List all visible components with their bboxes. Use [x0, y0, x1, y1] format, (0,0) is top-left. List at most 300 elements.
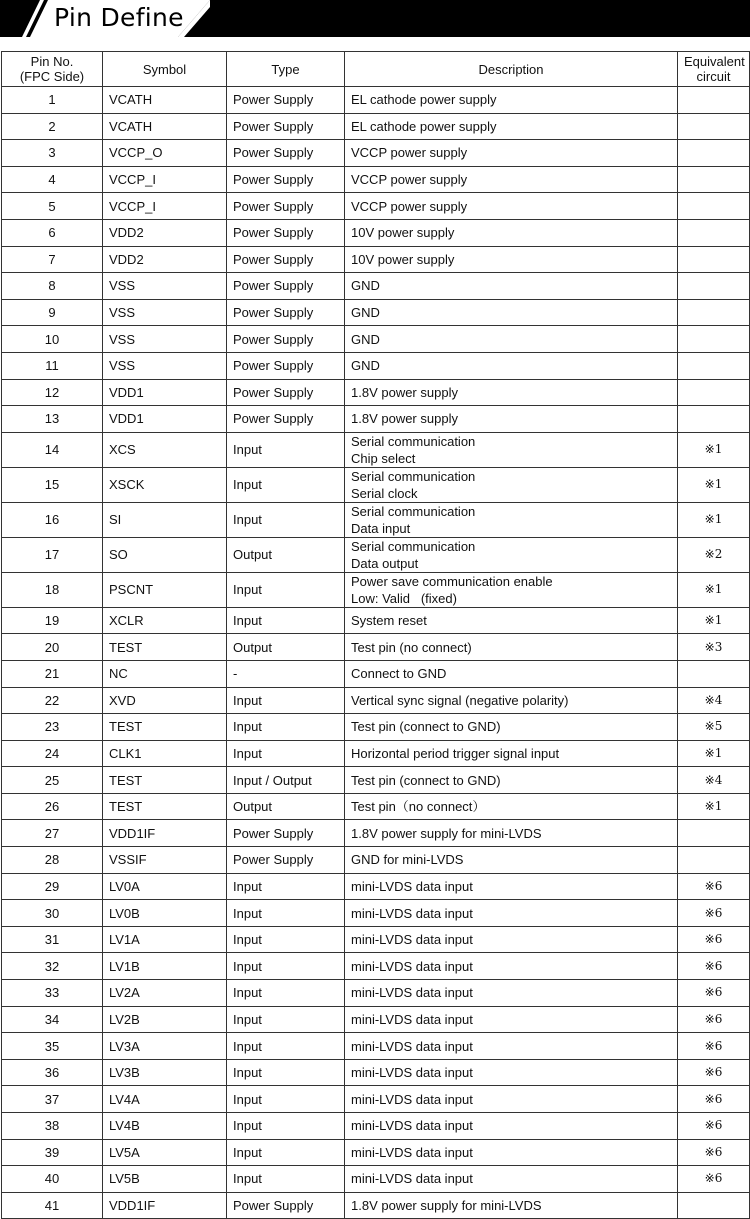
- col-header-symbol: Symbol: [103, 52, 227, 87]
- symbol-cell: LV5B: [103, 1166, 227, 1193]
- equivalent-circuit-cell: [678, 246, 750, 273]
- type-cell: Power Supply: [227, 379, 345, 406]
- pin-number-cell: 26: [2, 793, 103, 820]
- equivalent-circuit-cell: [678, 326, 750, 353]
- description-cell: [345, 87, 678, 114]
- pin-number-cell: 4: [2, 166, 103, 193]
- description-cell: [345, 687, 678, 714]
- type-cell: Input: [227, 926, 345, 953]
- type-cell: Input: [227, 980, 345, 1007]
- type-cell: Power Supply: [227, 273, 345, 300]
- table-row: [2, 793, 750, 820]
- description-line: mini-LVDS data input: [351, 878, 473, 894]
- description-cell: [345, 432, 678, 467]
- description-cell: [345, 1033, 678, 1060]
- pin-number-cell: 15: [2, 467, 103, 502]
- table-row: [2, 900, 750, 927]
- description-line: System reset: [351, 613, 427, 629]
- equivalent-circuit-cell: ※2: [678, 537, 750, 572]
- description-line: GND: [351, 331, 380, 347]
- table-row: [2, 634, 750, 661]
- pin-number-cell: 7: [2, 246, 103, 273]
- equivalent-circuit-cell: [678, 299, 750, 326]
- header-tab: [0, 0, 210, 37]
- description-line: Serial communication: [351, 468, 476, 484]
- table-row: [2, 140, 750, 167]
- description-cell: [345, 379, 678, 406]
- table-row: [2, 352, 750, 379]
- table-row: [2, 1166, 750, 1193]
- symbol-cell: VCCP_I: [103, 193, 227, 220]
- pin-number-cell: 33: [2, 980, 103, 1007]
- equivalent-circuit-cell: ※6: [678, 1139, 750, 1166]
- description-line: Serial communication: [351, 433, 476, 449]
- type-cell: Power Supply: [227, 193, 345, 220]
- symbol-cell: LV2B: [103, 1006, 227, 1033]
- col-header-type: Type: [227, 52, 345, 87]
- description-cell: [345, 607, 678, 634]
- equivalent-circuit-cell: [678, 406, 750, 433]
- table-row: [2, 537, 750, 572]
- description-line: Test pin（no connect）: [351, 799, 486, 815]
- description-line: VCCP power supply: [351, 172, 468, 188]
- type-cell: Power Supply: [227, 406, 345, 433]
- description-line: Chip select: [351, 450, 416, 466]
- equivalent-circuit-cell: [678, 1192, 750, 1219]
- equivalent-circuit-cell: ※4: [678, 767, 750, 794]
- description-line: VCCP power supply: [351, 198, 468, 214]
- description-line: EL cathode power supply: [351, 118, 497, 134]
- table-row: [2, 1192, 750, 1219]
- equivalent-circuit-cell: [678, 140, 750, 167]
- table-row: [2, 432, 750, 467]
- col-header-equivalent: Equivalent circuit: [678, 52, 750, 87]
- symbol-cell: VDD2: [103, 219, 227, 246]
- description-line: mini-LVDS data input: [351, 932, 473, 948]
- table-row: [2, 467, 750, 502]
- pin-number-cell: 28: [2, 847, 103, 874]
- description-cell: [345, 953, 678, 980]
- description-line: Connect to GND: [351, 666, 447, 682]
- pin-number-cell: 12: [2, 379, 103, 406]
- description-cell: [345, 740, 678, 767]
- description-line: EL cathode power supply: [351, 92, 497, 108]
- equivalent-circuit-cell: [678, 87, 750, 114]
- pin-number-cell: 30: [2, 900, 103, 927]
- table-row: [2, 660, 750, 687]
- type-cell: Input: [227, 1033, 345, 1060]
- symbol-cell: TEST: [103, 767, 227, 794]
- table-body: [2, 87, 750, 1219]
- table-row: [2, 873, 750, 900]
- symbol-cell: NC: [103, 660, 227, 687]
- pin-number-cell: 14: [2, 432, 103, 467]
- equivalent-circuit-cell: ※6: [678, 1033, 750, 1060]
- description-cell: [345, 273, 678, 300]
- symbol-cell: LV4B: [103, 1113, 227, 1140]
- description-cell: [345, 660, 678, 687]
- pin-number-cell: 31: [2, 926, 103, 953]
- symbol-cell: VSS: [103, 326, 227, 353]
- equivalent-circuit-cell: ※1: [678, 432, 750, 467]
- pin-number-cell: 16: [2, 502, 103, 537]
- description-line: 1.8V power supply: [351, 411, 458, 427]
- type-cell: Power Supply: [227, 113, 345, 140]
- description-line: mini-LVDS data input: [351, 1118, 473, 1134]
- description-cell: [345, 326, 678, 353]
- equivalent-circuit-cell: ※3: [678, 634, 750, 661]
- description-cell: [345, 1006, 678, 1033]
- description-cell: [345, 572, 678, 607]
- pin-number-cell: 9: [2, 299, 103, 326]
- description-cell: [345, 113, 678, 140]
- table-row: [2, 87, 750, 114]
- table-header-row: [2, 52, 750, 87]
- description-line: 10V power supply: [351, 225, 455, 241]
- description-line: Low: Valid (fixed): [351, 590, 457, 606]
- pin-number-cell: 3: [2, 140, 103, 167]
- table-row: [2, 847, 750, 874]
- type-cell: Input: [227, 467, 345, 502]
- table-row: [2, 113, 750, 140]
- pin-number-cell: 36: [2, 1059, 103, 1086]
- description-line: Test pin (no connect): [351, 639, 472, 655]
- description-line: mini-LVDS data input: [351, 1038, 473, 1054]
- symbol-cell: LV1A: [103, 926, 227, 953]
- symbol-cell: TEST: [103, 714, 227, 741]
- description-line: mini-LVDS data input: [351, 905, 473, 921]
- table-row: [2, 219, 750, 246]
- type-cell: Power Supply: [227, 87, 345, 114]
- symbol-cell: LV1B: [103, 953, 227, 980]
- symbol-cell: XCS: [103, 432, 227, 467]
- pin-number-cell: 41: [2, 1192, 103, 1219]
- pin-number-cell: 38: [2, 1113, 103, 1140]
- equivalent-circuit-cell: [678, 273, 750, 300]
- pin-number-cell: 22: [2, 687, 103, 714]
- description-line: 1.8V power supply: [351, 384, 458, 400]
- symbol-cell: VCCP_I: [103, 166, 227, 193]
- type-cell: Input / Output: [227, 767, 345, 794]
- description-cell: [345, 406, 678, 433]
- symbol-cell: VSS: [103, 273, 227, 300]
- table-row: [2, 607, 750, 634]
- equivalent-circuit-cell: ※5: [678, 714, 750, 741]
- symbol-cell: SO: [103, 537, 227, 572]
- description-cell: [345, 767, 678, 794]
- type-cell: Power Supply: [227, 352, 345, 379]
- description-cell: [345, 873, 678, 900]
- equivalent-circuit-cell: [678, 660, 750, 687]
- description-cell: [345, 900, 678, 927]
- description-cell: [345, 1059, 678, 1086]
- pin-number-cell: 34: [2, 1006, 103, 1033]
- col-header-pin: Pin No. (FPC Side): [2, 52, 103, 87]
- description-cell: [345, 980, 678, 1007]
- type-cell: Power Supply: [227, 820, 345, 847]
- pin-number-cell: 39: [2, 1139, 103, 1166]
- description-line: GND: [351, 305, 380, 321]
- equivalent-circuit-cell: [678, 193, 750, 220]
- pin-number-cell: 17: [2, 537, 103, 572]
- table-row: [2, 1059, 750, 1086]
- symbol-cell: XCLR: [103, 607, 227, 634]
- pin-number-cell: 37: [2, 1086, 103, 1113]
- description-line: mini-LVDS data input: [351, 1065, 473, 1081]
- table-row: [2, 820, 750, 847]
- pin-number-cell: 1: [2, 87, 103, 114]
- page-title: Pin Define: [54, 3, 184, 32]
- pin-number-cell: 18: [2, 572, 103, 607]
- type-cell: Input: [227, 1086, 345, 1113]
- equivalent-circuit-cell: ※1: [678, 793, 750, 820]
- pin-number-cell: 25: [2, 767, 103, 794]
- symbol-cell: LV0A: [103, 873, 227, 900]
- type-cell: Input: [227, 502, 345, 537]
- pin-number-cell: 2: [2, 113, 103, 140]
- pin-define-table: [1, 51, 750, 1219]
- type-cell: Input: [227, 607, 345, 634]
- description-line: GND: [351, 358, 380, 374]
- description-cell: [345, 1086, 678, 1113]
- pin-number-cell: 21: [2, 660, 103, 687]
- description-line: Serial clock: [351, 485, 418, 501]
- type-cell: Power Supply: [227, 219, 345, 246]
- equivalent-circuit-cell: ※6: [678, 1086, 750, 1113]
- description-line: mini-LVDS data input: [351, 1171, 473, 1187]
- table-row: [2, 926, 750, 953]
- type-cell: Input: [227, 1166, 345, 1193]
- type-cell: Power Supply: [227, 299, 345, 326]
- pin-number-cell: 5: [2, 193, 103, 220]
- type-cell: Input: [227, 900, 345, 927]
- table-row: [2, 980, 750, 1007]
- type-cell: -: [227, 660, 345, 687]
- description-cell: [345, 847, 678, 874]
- description-cell: [345, 1192, 678, 1219]
- pin-number-cell: 13: [2, 406, 103, 433]
- description-cell: [345, 1166, 678, 1193]
- symbol-cell: XVD: [103, 687, 227, 714]
- description-line: GND: [351, 278, 380, 294]
- description-cell: [345, 467, 678, 502]
- type-cell: Power Supply: [227, 166, 345, 193]
- symbol-cell: TEST: [103, 634, 227, 661]
- symbol-cell: VCATH: [103, 113, 227, 140]
- type-cell: Input: [227, 687, 345, 714]
- description-cell: [345, 634, 678, 661]
- symbol-cell: VDD1IF: [103, 1192, 227, 1219]
- description-cell: [345, 1113, 678, 1140]
- description-cell: [345, 219, 678, 246]
- pin-number-cell: 20: [2, 634, 103, 661]
- type-cell: Output: [227, 634, 345, 661]
- symbol-cell: PSCNT: [103, 572, 227, 607]
- equivalent-circuit-cell: ※6: [678, 953, 750, 980]
- description-line: Horizontal period trigger signal input: [351, 745, 560, 761]
- table-row: [2, 1006, 750, 1033]
- symbol-cell: CLK1: [103, 740, 227, 767]
- type-cell: Input: [227, 1006, 345, 1033]
- type-cell: Input: [227, 1059, 345, 1086]
- equivalent-circuit-cell: [678, 847, 750, 874]
- symbol-cell: LV4A: [103, 1086, 227, 1113]
- type-cell: Input: [227, 953, 345, 980]
- pin-number-cell: 11: [2, 352, 103, 379]
- type-cell: Input: [227, 572, 345, 607]
- symbol-cell: VSS: [103, 299, 227, 326]
- description-cell: [345, 820, 678, 847]
- equivalent-circuit-cell: ※6: [678, 1006, 750, 1033]
- symbol-cell: LV3A: [103, 1033, 227, 1060]
- type-cell: Output: [227, 793, 345, 820]
- description-line: VCCP power supply: [351, 145, 468, 161]
- symbol-cell: LV5A: [103, 1139, 227, 1166]
- pin-number-cell: 29: [2, 873, 103, 900]
- equivalent-circuit-cell: ※6: [678, 900, 750, 927]
- description-line: Data input: [351, 520, 411, 536]
- description-line: mini-LVDS data input: [351, 1144, 473, 1160]
- pin-number-cell: 6: [2, 219, 103, 246]
- table-row: [2, 193, 750, 220]
- description-cell: [345, 166, 678, 193]
- type-cell: Power Supply: [227, 326, 345, 353]
- description-line: GND for mini-LVDS: [351, 852, 464, 868]
- description-line: Test pin (connect to GND): [351, 772, 501, 788]
- description-line: Test pin (connect to GND): [351, 719, 501, 735]
- description-cell: [345, 246, 678, 273]
- pin-number-cell: 40: [2, 1166, 103, 1193]
- description-line: Serial communication: [351, 503, 476, 519]
- symbol-cell: VDD1IF: [103, 820, 227, 847]
- table-row: [2, 572, 750, 607]
- table-row: [2, 406, 750, 433]
- equivalent-circuit-cell: ※1: [678, 502, 750, 537]
- equivalent-circuit-cell: [678, 219, 750, 246]
- equivalent-circuit-cell: ※1: [678, 607, 750, 634]
- description-cell: [345, 352, 678, 379]
- symbol-cell: VCCP_O: [103, 140, 227, 167]
- table-row: [2, 246, 750, 273]
- table-row: [2, 740, 750, 767]
- description-line: 10V power supply: [351, 251, 455, 267]
- description-line: Vertical sync signal (negative polarity): [351, 692, 569, 708]
- type-cell: Input: [227, 1139, 345, 1166]
- equivalent-circuit-cell: ※6: [678, 873, 750, 900]
- equivalent-circuit-cell: [678, 379, 750, 406]
- description-cell: [345, 1139, 678, 1166]
- pin-number-cell: 19: [2, 607, 103, 634]
- description-line: mini-LVDS data input: [351, 1091, 473, 1107]
- table-row: [2, 1086, 750, 1113]
- description-cell: [345, 299, 678, 326]
- equivalent-circuit-cell: ※6: [678, 1059, 750, 1086]
- equivalent-circuit-cell: ※6: [678, 926, 750, 953]
- description-line: Power save communication enable: [351, 573, 553, 589]
- equivalent-circuit-cell: [678, 113, 750, 140]
- equivalent-circuit-cell: ※4: [678, 687, 750, 714]
- equivalent-circuit-cell: ※6: [678, 980, 750, 1007]
- symbol-cell: VCATH: [103, 87, 227, 114]
- table-row: [2, 1139, 750, 1166]
- symbol-cell: LV3B: [103, 1059, 227, 1086]
- description-cell: [345, 926, 678, 953]
- symbol-cell: LV0B: [103, 900, 227, 927]
- table-row: [2, 1113, 750, 1140]
- table-row: [2, 299, 750, 326]
- pin-number-cell: 35: [2, 1033, 103, 1060]
- description-line: mini-LVDS data input: [351, 1011, 473, 1027]
- equivalent-circuit-cell: ※1: [678, 467, 750, 502]
- table-row: [2, 379, 750, 406]
- description-cell: [345, 193, 678, 220]
- description-line: 1.8V power supply for mini-LVDS: [351, 825, 542, 841]
- equivalent-circuit-cell: ※6: [678, 1113, 750, 1140]
- symbol-cell: VSS: [103, 352, 227, 379]
- type-cell: Power Supply: [227, 140, 345, 167]
- table-row: [2, 326, 750, 353]
- type-cell: Power Supply: [227, 1192, 345, 1219]
- table-row: [2, 767, 750, 794]
- symbol-cell: VDD1: [103, 379, 227, 406]
- description-line: Serial communication: [351, 538, 476, 554]
- pin-number-cell: 8: [2, 273, 103, 300]
- description-line: Data output: [351, 555, 419, 571]
- description-line: mini-LVDS data input: [351, 958, 473, 974]
- symbol-cell: VDD2: [103, 246, 227, 273]
- equivalent-circuit-cell: [678, 166, 750, 193]
- description-line: 1.8V power supply for mini-LVDS: [351, 1198, 542, 1214]
- table-row: [2, 502, 750, 537]
- description-cell: [345, 537, 678, 572]
- symbol-cell: TEST: [103, 793, 227, 820]
- equivalent-circuit-cell: ※1: [678, 740, 750, 767]
- symbol-cell: VSSIF: [103, 847, 227, 874]
- symbol-cell: SI: [103, 502, 227, 537]
- description-line: mini-LVDS data input: [351, 985, 473, 1001]
- table-row: [2, 687, 750, 714]
- table-row: [2, 1033, 750, 1060]
- type-cell: Input: [227, 432, 345, 467]
- description-cell: [345, 140, 678, 167]
- type-cell: Power Supply: [227, 246, 345, 273]
- pin-number-cell: 10: [2, 326, 103, 353]
- pin-number-cell: 24: [2, 740, 103, 767]
- table-row: [2, 714, 750, 741]
- symbol-cell: LV2A: [103, 980, 227, 1007]
- description-cell: [345, 714, 678, 741]
- table-row: [2, 953, 750, 980]
- table-row: [2, 166, 750, 193]
- symbol-cell: XSCK: [103, 467, 227, 502]
- col-header-description: Description: [345, 52, 678, 87]
- pin-number-cell: 32: [2, 953, 103, 980]
- table-row: [2, 273, 750, 300]
- symbol-cell: VDD1: [103, 406, 227, 433]
- equivalent-circuit-cell: [678, 352, 750, 379]
- pin-number-cell: 27: [2, 820, 103, 847]
- type-cell: Output: [227, 537, 345, 572]
- description-cell: [345, 502, 678, 537]
- equivalent-circuit-cell: ※6: [678, 1166, 750, 1193]
- type-cell: Input: [227, 1113, 345, 1140]
- type-cell: Input: [227, 873, 345, 900]
- type-cell: Input: [227, 740, 345, 767]
- type-cell: Input: [227, 714, 345, 741]
- description-cell: [345, 793, 678, 820]
- pin-number-cell: 23: [2, 714, 103, 741]
- type-cell: Power Supply: [227, 847, 345, 874]
